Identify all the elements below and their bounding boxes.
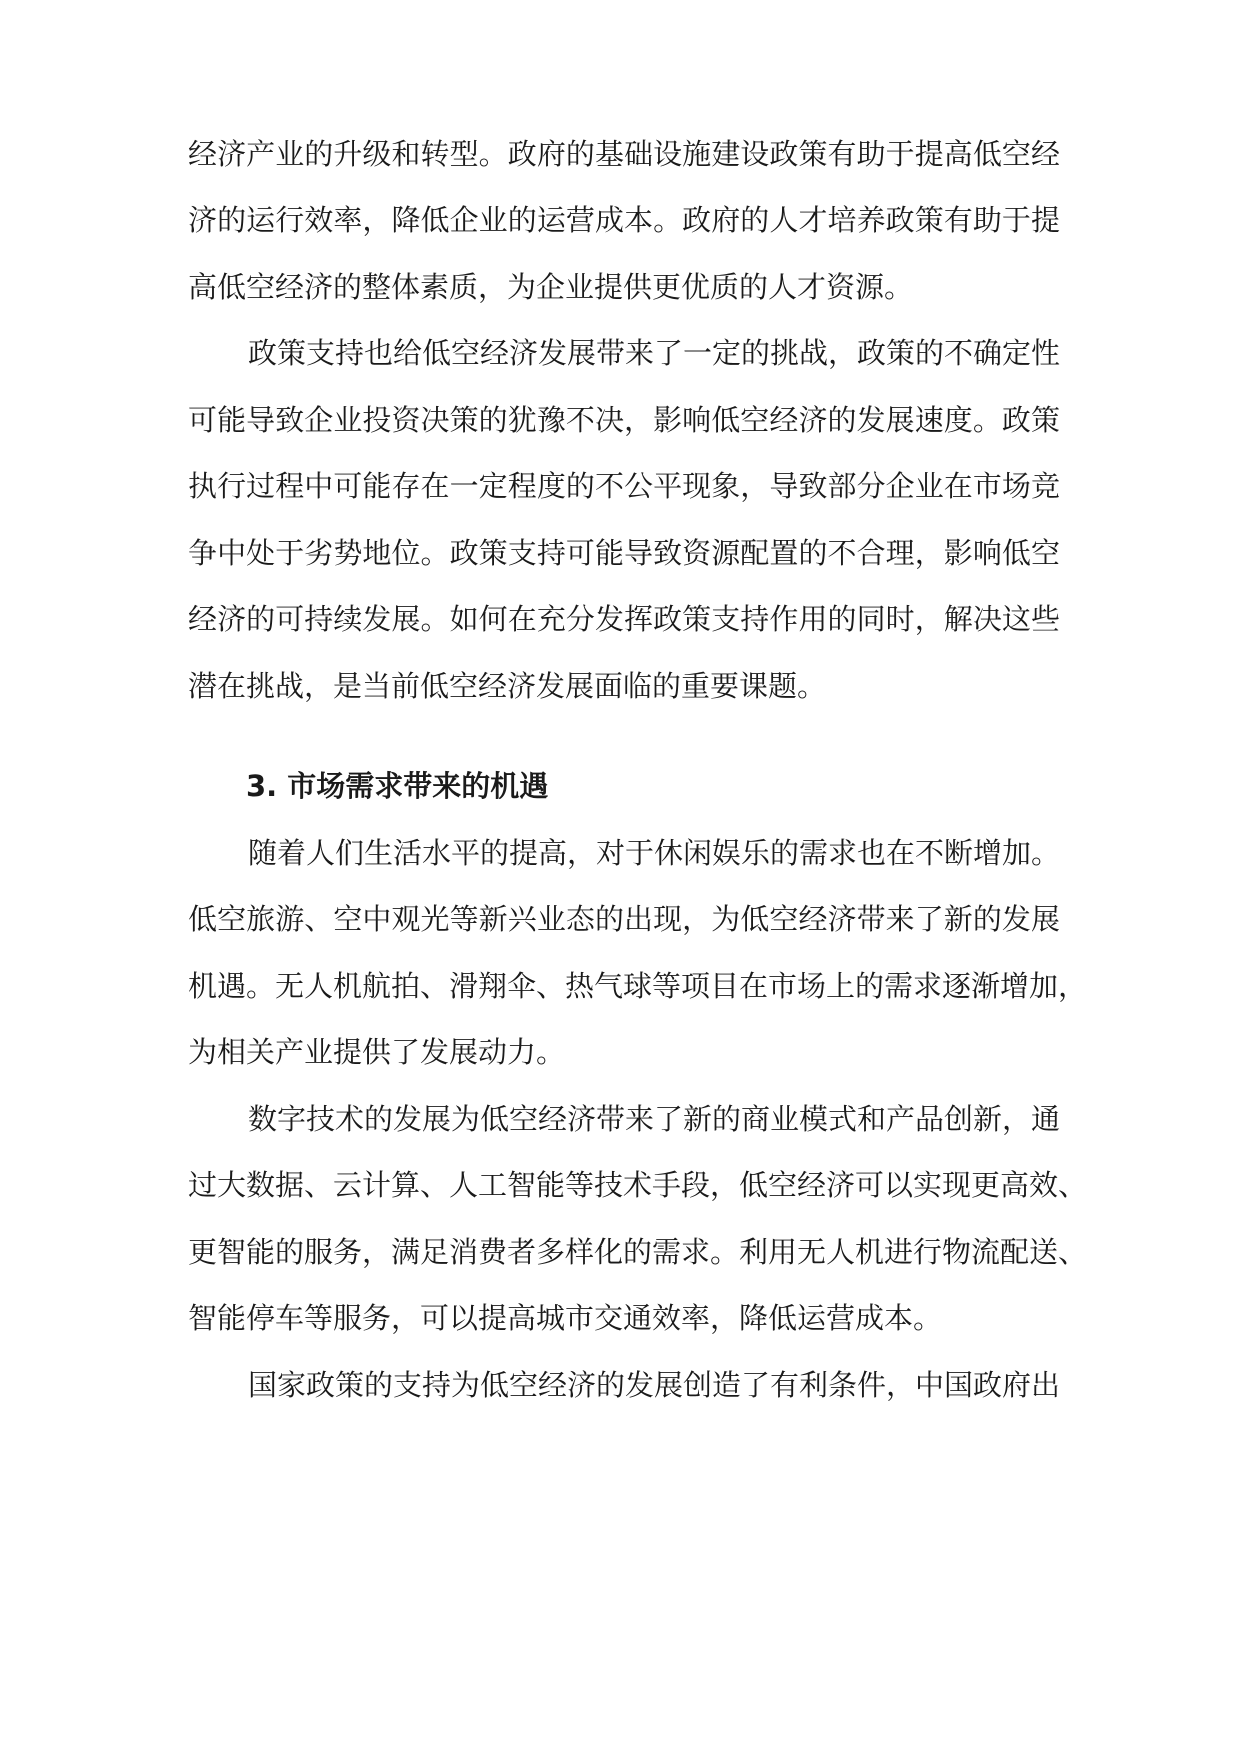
paragraph-line: 随着人们生活水平的提高，对于休闲娱乐的需求也在不断增加。 (248, 836, 1061, 870)
paragraph-line: 过大数据、云计算、人工智能等技术手段，低空经济可以实现更高效、 (188, 1168, 1088, 1202)
paragraph-line: 机遇。无人机航拍、滑翔伞、热气球等项目在市场上的需求逐渐增加， (188, 969, 1088, 1003)
paragraph-line: 执行过程中可能存在一定程度的不公平现象，导致部分企业在市场竞 (188, 469, 1060, 503)
paragraph-line: 潜在挑战，是当前低空经济发展面临的重要课题。 (188, 669, 827, 703)
paragraph-line: 智能停车等服务，可以提高城市交通效率，降低运营成本。 (188, 1301, 943, 1335)
paragraph-line: 济的运行效率，降低企业的运营成本。政府的人才培养政策有助于提 (188, 203, 1060, 237)
paragraph-line: 高低空经济的整体素质，为企业提供更优质的人才资源。 (188, 270, 914, 304)
paragraph-line: 低空旅游、空中观光等新兴业态的出现，为低空经济带来了新的发展 (188, 902, 1060, 936)
paragraph-line: 可能导致企业投资决策的犹豫不决，影响低空经济的发展速度。政策 (188, 403, 1060, 437)
paragraph-line: 国家政策的支持为低空经济的发展创造了有利条件，中国政府出 (248, 1368, 1061, 1402)
paragraph-line: 为相关产业提供了发展动力。 (188, 1035, 566, 1069)
paragraph-line: 争中处于劣势地位。政策支持可能导致资源配置的不合理，影响低空 (188, 536, 1060, 570)
paragraph-line: 经济产业的升级和转型。政府的基础设施建设政策有助于提高低空经 (188, 137, 1060, 171)
paragraph-line: 经济的可持续发展。如何在充分发挥政策支持作用的同时，解决这些 (188, 602, 1060, 636)
paragraph-line: 政策支持也给低空经济发展带来了一定的挑战，政策的不确定性 (248, 336, 1061, 370)
paragraph-line: 数字技术的发展为低空经济带来了新的商业模式和产品创新，通 (248, 1102, 1061, 1136)
section-heading: 3. 市场需求带来的机遇 (246, 769, 549, 803)
paragraph-line: 更智能的服务，满足消费者多样化的需求。利用无人机进行物流配送、 (188, 1235, 1088, 1269)
